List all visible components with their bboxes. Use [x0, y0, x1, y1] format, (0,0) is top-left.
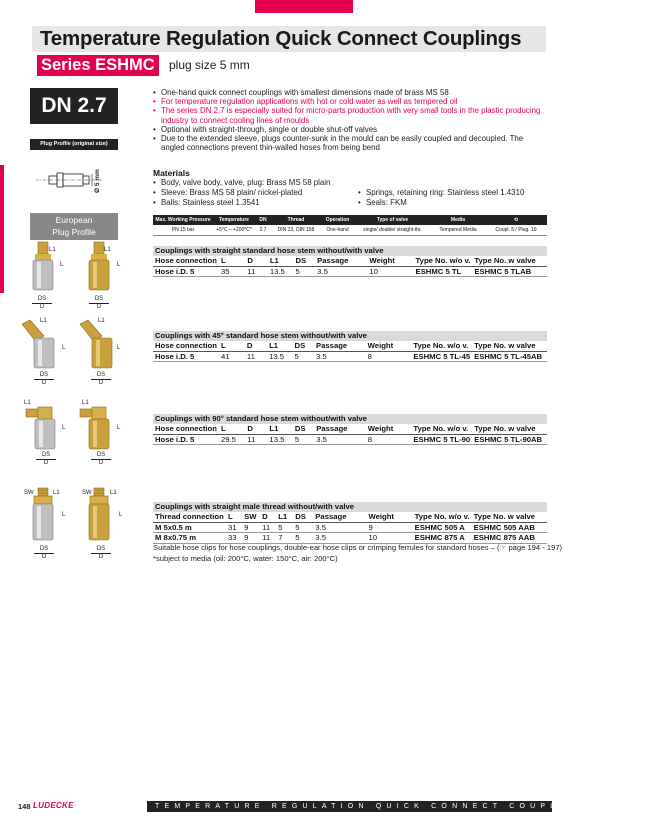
plug-profile-drawing [36, 160, 116, 200]
left-accent-bar [0, 165, 4, 293]
dim-label-l: L [62, 425, 66, 431]
dim-label-ds-d: DS D [91, 452, 111, 467]
dim-label-sw: SW [24, 490, 34, 496]
coupling-table-male-thread: Couplings with straight male thread without/with valve Thread connection L SW D L1 DS Passage Weight Type No. w/o v. Type No. w valve M 5x0.5 m 31 9 11 5 5 3.5 9 ESHMC 505 A ESHMC 505 AAB M 8x0.75 m 33 9 11 7 5 3.5 10 ESHMC 875 A ESHMC 875 AAB [153, 502, 547, 544]
dim-label-l1: L1 [110, 490, 117, 496]
dim-label-ds-d: DS D [36, 452, 56, 467]
table-caption: Couplings with straight standard hose stem without/with valve [153, 246, 547, 256]
dim-label-ds-d: DS D [89, 296, 109, 311]
table-row: M 5x0.5 m 31 9 11 5 5 3.5 9 ESHMC 505 A ESHMC 505 AAB [153, 522, 547, 533]
table-caption: Couplings with 90° standard hose stem without/with valve [153, 414, 547, 424]
table-caption: Couplings with 45° standard hose stem without/with valve [153, 331, 547, 341]
plug-size-text: plug size 5 mm [169, 58, 250, 72]
dim-label-ds-d: DS D [34, 372, 54, 387]
table-row: Hose i.D. 5 29.5 11 13.5 5 3.5 8 ESHMC 5 TL-90 ESHMC 5 TL-90AB [153, 434, 547, 445]
spec-value-row: PN 15 bar +5°C – +200°C* 2.7 DIN 13, DIN 158 One-hand single/ double/ straight-thr. Tempered Media Coupl. 5 / Plug. 10 [153, 225, 547, 235]
dim-label-l: L [62, 345, 66, 351]
brand-logo: LUDECKE [33, 801, 74, 810]
dim-label-ds-d: DS D [32, 296, 52, 311]
feature-item: • One-hand quick connect couplings with smallest dimensions made of brass MS 58 [153, 88, 548, 97]
dim-label-l: L [62, 512, 66, 518]
plug-profile-label: Plug Profile (original size) [30, 139, 118, 150]
top-accent-tab [255, 0, 353, 13]
coupling-table-45: Couplings with 45° standard hose stem without/with valve Hose connection L D L1 DS Passage Weight Type No. w/o v. Type No. w valve Hose i.D. 5 41 11 13.5 5 3.5 8 ESHMC 5 TL-45 ESHMC 5 TL-45AB [153, 331, 547, 362]
material-item: • Springs, retaining ring: Stainless steel 1.4310 [358, 188, 524, 198]
dim-label-l: L [60, 262, 64, 268]
coupling-male-thread-valve-image [84, 488, 114, 544]
feature-item: • Due to the extended sleeve, plugs counter-sunk in the mould can be easily coupled and decoupled. The angled connections prevent thin-walled hoses from being bend [153, 134, 548, 152]
series-badge: Series ESHMC [37, 55, 159, 76]
dim-label-l1: L1 [53, 490, 60, 496]
dim-label-l1: L1 [82, 400, 89, 406]
material-item: • Seals: FKM [358, 198, 407, 208]
dim-label-l: L [119, 512, 123, 518]
spec-header-row: Max. Working Pressure Temperature DN Thread Operation Type of valve Media ⟲ [153, 215, 547, 225]
table-row: Hose i.D. 5 35 11 13.5 5 3.5 10 ESHMC 5 TL ESHMC 5 TLAB [153, 266, 547, 277]
dim-label-l1: L1 [24, 400, 31, 406]
feature-item: • Optional with straight-through, single or double shut-off valves [153, 125, 548, 134]
dim-label-sw: SW [82, 490, 92, 496]
dim-label-l1: L1 [98, 318, 105, 324]
dim-label-l: L [117, 425, 121, 431]
dim-label-l: L [117, 345, 121, 351]
dim-label-ds-d: DS D [34, 546, 54, 561]
coupling-45-valve-image [78, 320, 121, 370]
dim-label-l: L [117, 262, 121, 268]
table-row: M 8x0.75 m 33 9 11 7 5 3.5 10 ESHMC 875 A ESHMC 875 AAB [153, 533, 547, 544]
dim-label-l1: L1 [49, 247, 56, 253]
dim-label-ds-d: DS D [91, 546, 111, 561]
coupling-male-thread-image [28, 488, 58, 544]
coupling-90-valve-image [80, 405, 114, 451]
plug-dim-label: Ø 5 mm [94, 169, 101, 193]
coupling-45-image [20, 320, 60, 370]
coupling-table-straight: Couplings with straight standard hose stem without/with valve Hose connection L D L1 DS Passage Weight Type No. w/o v. Type No. w valve Hose i.D. 5 35 11 13.5 5 3.5 10 ESHMC 5 TL ESHMC 5 TLAB [153, 246, 547, 277]
footnote-temperature: *subject to media (oil: 200°C, water: 150°C, air: 200°C) [153, 554, 338, 563]
material-item: • Body, valve body, valve, plug: Brass MS 58 plain [153, 178, 330, 188]
feature-list [153, 88, 548, 152]
feature-item: • For temperature regulation applications with hot or cold water as well as tempered oil [153, 97, 548, 106]
footer-title: TEMPERATURE REGULATION QUICK CONNECT COUPLINGS DN 2.7 [147, 801, 552, 812]
materials-heading: Materials [153, 168, 190, 178]
page-number: 148 [18, 802, 31, 811]
coupling-table-90: Couplings with 90° standard hose stem without/with valve Hose connection L D L1 DS Passage Weight Type No. w/o v. Type No. w valve Hose i.D. 5 29.5 11 13.5 5 3.5 8 ESHMC 5 TL-90 ESHMC 5 TL-90AB [153, 414, 547, 445]
table-row: Hose i.D. 5 41 11 13.5 5 3.5 8 ESHMC 5 TL-45 ESHMC 5 TL-45AB [153, 351, 547, 362]
spec-table [153, 215, 547, 236]
page-title: Temperature Regulation Quick Connect Couplings [40, 27, 522, 50]
feature-item: • The series DN 2.7 is especially suited for micro-parts production with very small tools in the plastic producing industry to connect cooling lines of moulds [153, 106, 548, 124]
dim-label-l1: L1 [40, 318, 47, 324]
table-caption: Couplings with straight male thread without/with valve [153, 502, 547, 512]
coupling-icon: ⟲ [485, 215, 547, 225]
dim-label-l1: L1 [104, 247, 111, 253]
material-item: • Sleeve: Brass MS 58 plain/ nickel-plated [153, 188, 302, 198]
coupling-90-image [26, 405, 60, 451]
dn-badge: DN 2.7 [30, 88, 118, 124]
material-item: • Balls: Stainless steel 1.3541 [153, 198, 260, 208]
dim-label-ds-d: DS D [91, 372, 111, 387]
european-plug-profile-label: European Plug Profile [30, 213, 118, 240]
footnote-hose-clips: Suitable hose clips for hose couplings, double-ear hose clips or crimping ferrules for standard hoses – (☞ page 194 - 197) [153, 543, 563, 552]
